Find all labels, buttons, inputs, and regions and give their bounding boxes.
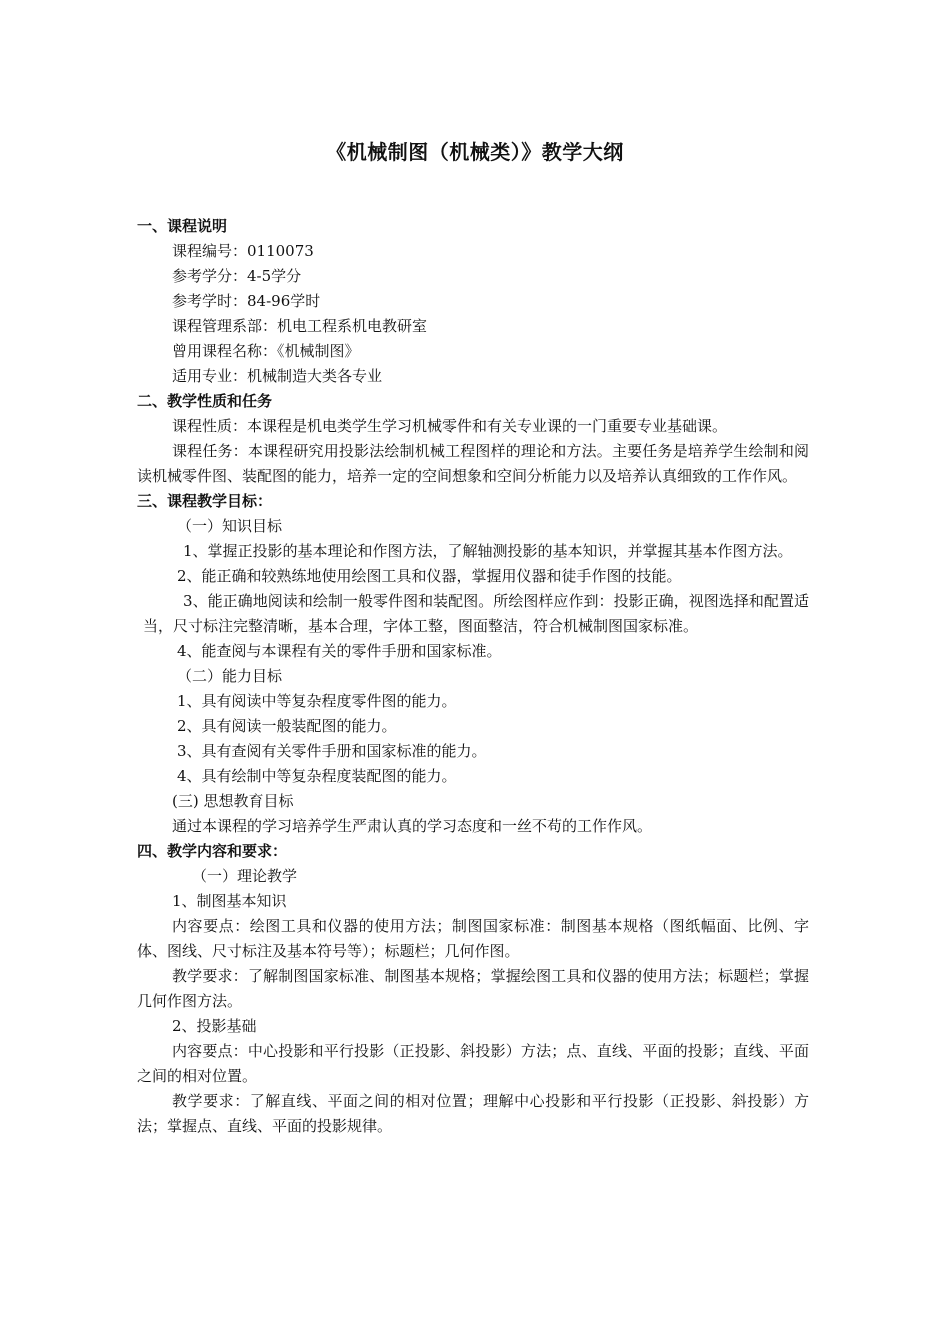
course-credits: 参考学分：4-5学分	[172, 267, 302, 285]
ability-goals-title: （二）能力目标	[177, 667, 283, 685]
document-body	[137, 214, 809, 1139]
ideology-goals-title: (三) 思想教育目标	[172, 792, 294, 810]
ability-goal-item: 2、具有阅读一般装配图的能力。	[177, 717, 397, 735]
theory-teaching-title: （一）理论教学	[192, 867, 298, 885]
ability-goal-item: 1、具有阅读中等复杂程度零件图的能力。	[177, 692, 457, 710]
unit-1-requirements: 教学要求：了解制图国家标准、制图基本规格；掌握绘图工具和仪器的使用方法；标题栏；掌握几何作图方法。	[137, 967, 809, 1010]
section-1-heading: 一、课程说明	[137, 217, 228, 235]
former-course-name: 曾用课程名称：《机械制图》	[172, 342, 360, 360]
course-hours: 参考学时：84-96学时	[172, 292, 321, 310]
document-title: 《机械制图（机械类）》教学大纲	[326, 140, 624, 164]
course-code: 课程编号：0110073	[172, 242, 314, 260]
knowledge-goal-item: 1、掌握正投影的基本理论和作图方法，了解轴测投影的基本知识，并掌握其基本作图方法。	[183, 542, 793, 560]
applicable-majors: 适用专业：机械制造大类各专业	[172, 367, 383, 385]
unit-2-requirements: 教学要求：了解直线、平面之间的相对位置；理解中心投影和平行投影（正投影、斜投影）方法；掌握点、直线、平面的投影规律。	[137, 1092, 809, 1135]
course-department: 课程管理系部：机电工程系机电教研室	[172, 317, 428, 335]
section-3-heading: 三、课程教学目标：	[137, 492, 273, 510]
knowledge-goal-item: 2、能正确和较熟练地使用绘图工具和仪器，掌握用仪器和徒手作图的技能。	[177, 567, 682, 585]
knowledge-goals-title: （一）知识目标	[177, 517, 283, 535]
ability-goal-item: 4、具有绘制中等复杂程度装配图的能力。	[177, 767, 457, 785]
course-nature: 课程性质：本课程是机电类学生学习机械零件和有关专业课的一门重要专业基础课。	[172, 417, 728, 435]
unit-1-points: 内容要点：绘图工具和仪器的使用方法；制图国家标准：制图基本规格（图纸幅面、比例、字体、图线、尺寸标注及基本符号等）；标题栏；几何作图。	[137, 917, 809, 960]
knowledge-goal-item: 4、能查阅与本课程有关的零件手册和国家标准。	[177, 642, 502, 660]
section-4-heading: 四、教学内容和要求：	[137, 842, 288, 860]
unit-2-points: 内容要点：中心投影和平行投影（正投影、斜投影）方法；点、直线、平面的投影；直线、平面之间的相对位置。	[137, 1042, 809, 1085]
knowledge-goal-item: 3、能正确地阅读和绘制一般零件图和装配图。所绘图样应作到：投影正确，视图选择和配置适当，尺寸标注完整清晰，基本合理，字体工整，图面整洁，符合机械制图国家标准。	[143, 592, 809, 635]
section-2-heading: 二、教学性质和任务	[137, 392, 273, 410]
course-task: 课程任务：本课程研究用投影法绘制机械工程图样的理论和方法。主要任务是培养学生绘制和阅读机械零件图、装配图的能力，培养一定的空间想象和空间分析能力以及培养认真细致的工作作风。	[137, 442, 809, 485]
unit-1-title: 1、制图基本知识	[172, 892, 287, 910]
ability-goal-item: 3、具有查阅有关零件手册和国家标准的能力。	[177, 742, 487, 760]
unit-2-title: 2、投影基础	[172, 1017, 257, 1035]
ideology-goal-text: 通过本课程的学习培养学生严肃认真的学习态度和一丝不苟的工作作风。	[172, 817, 653, 835]
